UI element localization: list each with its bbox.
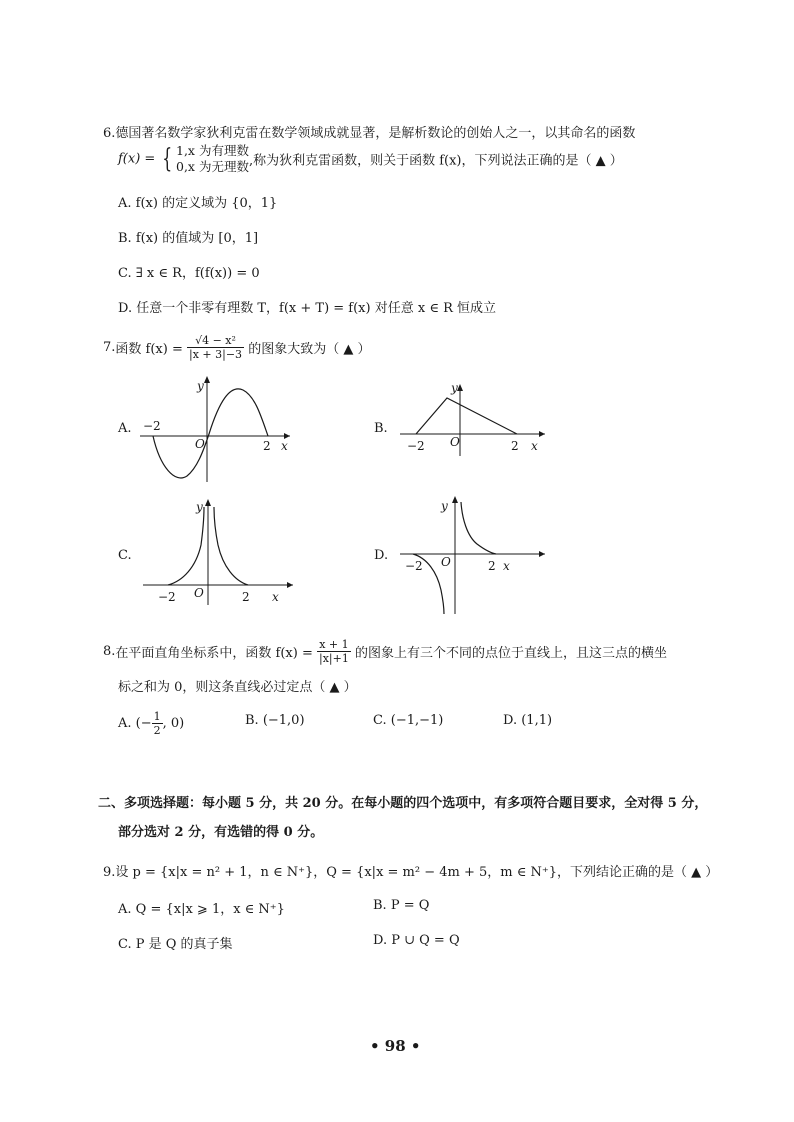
graph-c-x-label: x [272,590,279,604]
graph-a-tick-pos2: 2 [263,439,271,453]
graph-b [395,378,550,458]
graph-c-origin: O [194,586,204,600]
graph-c-curve-left [168,507,204,585]
brace: { [162,144,173,174]
q6-option-d: D. 任意一个非零有理数 T，f(x + T) = f(x) 对任意 x ∈ R 恒成立 [118,301,496,316]
graph-d-y-label: y [441,499,448,513]
graph-a-label: A. [118,421,132,436]
graph-b-x-label: x [531,439,538,453]
section2-line2: 部分选对 2 分，有选错的得 0 分。 [118,825,324,840]
graph-d [395,492,550,617]
graph-d-tick-pos2: 2 [488,559,496,573]
q6-stem: 6.德国著名数学家狄利克雷在数学领域成就显著，是解析数论的创始人之一，以其命名的函数 [103,126,636,141]
graph-b-x-arrow [539,431,545,437]
q8-option-d: D. (1,1) [503,713,553,728]
graph-c [138,495,298,607]
graph-a-x-label: x [281,439,288,453]
graph-d-label: D. [374,548,389,563]
q7-stem: 7.函数 f(x) = $\frac{\text{√4 − x²}}{|x + 3|-3}$ 的图象大致为（ ▲ ） [103,334,371,361]
q8-fraction: $\frac{x + 1}{|x|+1}$ [319,638,349,665]
page-number: • 98 • [370,1037,421,1055]
graph-b-y-label: y [451,381,458,395]
graph-c-tick-pos2: 2 [242,590,250,604]
graph-d-x-arrow [539,551,545,557]
q7-fraction: $\frac{\text{√4 − x²}}{|x + 3|-3}$ [189,334,243,361]
q6-option-c: C. ∃ x ∈ R，f(f(x)) = 0 [118,266,260,281]
q6-option-b: B. f(x) 的值域为 [0，1] [118,231,259,246]
q9-option-d: D. P ∪ Q = Q [373,933,460,948]
graph-b-tick-neg2: −2 [407,439,425,453]
q6-option-a: A. f(x) 的定义域为 {0，1} [118,196,278,211]
graph-a-tick-neg2: −2 [143,419,161,433]
q6-definition: f(x) = { 1,x 为有理数 0,x 为无理数 ,称为狄利克雷函数，则关于函数 f(x)，下列说法正确的是（ ▲ ） [118,143,623,174]
graph-a-y-arrow [204,376,210,383]
q8-stem-line2: 标之和为 0，则这条直线必过定点（ ▲ ） [118,680,357,695]
graph-a [135,372,295,484]
q8-option-a: A. (− $\frac{1}{2}$ , 0) [118,710,185,737]
graph-c-tick-neg2: −2 [158,590,176,604]
graph-d-origin: O [441,555,451,569]
graph-b-label: B. [374,421,388,436]
q9-option-c: C. P 是 Q 的真子集 [118,937,233,952]
q8-stem: 8.在平面直角坐标系中，函数 f(x) = $\frac{x + 1}{|x|+1}$ 的图象上有三个不同的点位于直线上，且这三点的横坐 [103,638,667,665]
graph-a-origin: O [195,437,205,451]
graph-c-y-label: y [196,500,203,514]
graph-b-tick-pos2: 2 [511,439,519,453]
q8-option-b: B. (−1,0) [245,713,305,728]
graph-c-label: C. [118,548,132,563]
graph-c-curve-right [214,507,248,585]
q8-option-c: C. (−1,−1) [373,713,444,728]
section2-line1: 二、多项选择题：每小题 5 分，共 20 分。在每小题的四个选项中，有多项符合题目要求，全对得 5 分， [98,796,708,811]
graph-c-x-arrow [287,582,293,588]
q9-option-b: B. P = Q [373,898,430,913]
graph-b-origin: O [450,435,460,449]
graph-d-x-label: x [503,559,510,573]
q9-option-a: A. Q = {x|x ⩾ 1，x ∈ N⁺} [118,902,285,917]
graph-d-curve-right [461,502,496,554]
graph-b-curve [416,398,517,434]
graph-a-y-label: y [197,379,204,393]
q9-stem: 9.设 p = {x|x = n² + 1，n ∈ N⁺}，Q = {x|x = m² − 4m + 5，m ∈ N⁺}，下列结论正确的是（ ▲ ） [103,865,719,880]
graph-c-y-arrow [205,499,211,506]
graph-d-y-arrow [452,496,458,503]
graph-d-tick-neg2: −2 [405,559,423,573]
graph-b-y-arrow [457,384,463,391]
graph-a-curve [153,389,268,478]
